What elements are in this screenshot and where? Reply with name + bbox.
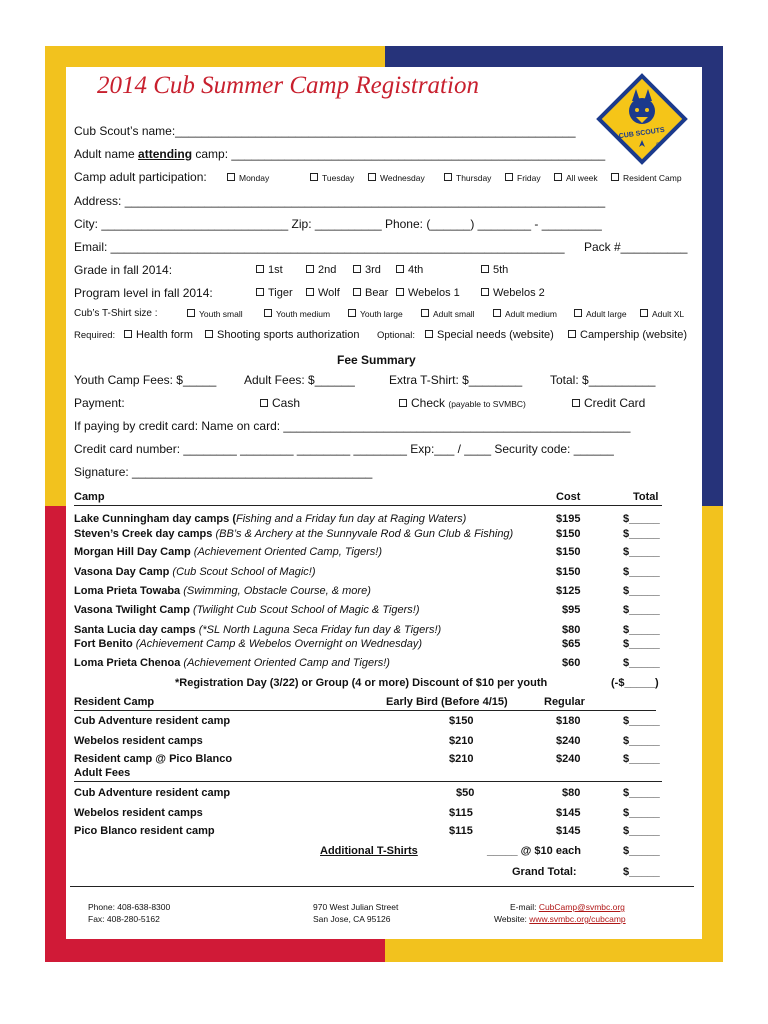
checkbox-icon [425, 330, 433, 338]
tshirt-adult-medium[interactable]: Adult medium [493, 309, 557, 319]
regular-price: $145 [556, 807, 581, 819]
early-price: $210 [449, 753, 474, 765]
payment-check[interactable]: Check (payable to SVMBC) [399, 396, 526, 410]
additional-tshirts-label: Additional T-Shirts [320, 845, 418, 857]
form-sheet [66, 67, 702, 939]
camp-total[interactable]: $_____ [623, 528, 660, 540]
checkbox-icon [256, 265, 264, 273]
checkbox-icon [396, 288, 404, 296]
adult-fee-row[interactable]: Pico Blanco resident camp [74, 825, 215, 837]
checkbox-icon [348, 309, 356, 317]
early-price: $150 [449, 715, 474, 727]
regular-price: $180 [556, 715, 581, 727]
checkbox-icon [310, 173, 318, 181]
camp-total[interactable]: $_____ [623, 566, 660, 578]
checkbox-icon [306, 288, 314, 296]
resident-camp-header: Resident Camp [74, 696, 155, 708]
participation-wednesday[interactable]: Wednesday [368, 173, 425, 183]
camp-row[interactable]: Morgan Hill Day Camp (Achievement Oriented Camp, Tigers!) [74, 546, 382, 558]
checkbox-icon [554, 173, 562, 181]
adult-fees-field[interactable]: Adult Fees: $______ [244, 373, 355, 387]
grade-1st[interactable]: 1st [256, 264, 283, 276]
grand-total-value[interactable]: $_____ [623, 866, 660, 878]
checkbox-icon [640, 309, 648, 317]
camp-total[interactable]: $_____ [623, 546, 660, 558]
participation-thursday[interactable]: Thursday [444, 173, 491, 183]
checkbox-icon [227, 173, 235, 181]
checkbox-icon [572, 399, 580, 407]
camp-row[interactable]: Vasona Twilight Camp (Twilight Cub Scout School of Magic & Tigers!) [74, 604, 420, 616]
adult-name-field[interactable] [74, 147, 605, 161]
footer-phone: Phone: 408-638-8300 [88, 902, 171, 912]
adult-fees-header: Adult Fees [74, 767, 131, 779]
website-link[interactable]: www.svmbc.org/cubcamp [529, 914, 626, 924]
checkbox-icon [568, 330, 576, 338]
camp-row[interactable]: Loma Prieta Chenoa (Achievement Oriented Camp and Tigers!) [74, 657, 390, 669]
camp-row[interactable]: Vasona Day Camp (Cub Scout School of Magic!) [74, 566, 316, 578]
checkbox-icon [353, 288, 361, 296]
optional-campership[interactable]: Campership (website) [568, 329, 687, 341]
footer-city: San Jose, CA 95126 [313, 914, 391, 924]
camp-row[interactable]: Lake Cunningham day camps (Fishing and a Friday fun day at Raging Waters) [74, 513, 467, 525]
pack-field[interactable]: Pack #__________ [584, 240, 688, 254]
scout-name-field[interactable]: Cub Scout’s name:____________________________________________________________ [74, 124, 576, 138]
footer-email: E-mail: CubCamp@svmbc.org [510, 902, 625, 912]
checkbox-icon [574, 309, 582, 317]
tshirt-youth-medium[interactable]: Youth medium [264, 309, 330, 319]
program-webelos-2[interactable]: Webelos 2 [481, 287, 545, 299]
tshirt-youth-small[interactable]: Youth small [187, 309, 243, 319]
cub-scouts-logo [596, 73, 688, 165]
camp-cost: $95 [562, 604, 581, 616]
grade-3rd[interactable]: 3rd [353, 264, 381, 276]
camp-cost: $150 [556, 546, 581, 558]
grand-total-label: Grand Total: [512, 866, 577, 878]
camp-header-rule [74, 505, 662, 506]
checkbox-icon [399, 399, 407, 407]
camp-total[interactable]: $_____ [623, 604, 660, 616]
adult-fee-total[interactable]: $_____ [623, 807, 660, 819]
signature-field[interactable]: Signature: ____________________________________ [74, 465, 373, 479]
checkbox-icon [481, 265, 489, 273]
logo-mark: ® [656, 143, 661, 149]
grade-4th[interactable]: 4th [396, 264, 423, 276]
resident-row[interactable]: Cub Adventure resident camp [74, 715, 231, 727]
participation-friday[interactable]: Friday [505, 173, 541, 183]
discount-text: *Registration Day (3/22) or Group (4 or more) Discount of $10 per youth [175, 677, 548, 689]
camp-cost: $60 [562, 657, 581, 669]
tshirt-adult-xl[interactable]: Adult XL [640, 309, 684, 319]
tshirt-adult-small[interactable]: Adult small [421, 309, 475, 319]
resident-header-rule [74, 710, 656, 711]
camp-cost: $150 [556, 528, 581, 540]
checkbox-icon [187, 309, 195, 317]
participation-monday[interactable]: Monday [227, 173, 269, 183]
camp-row[interactable]: Fort Benito (Achievement Camp & Webelos Overnight on Wednesday) [74, 638, 423, 650]
participation-all-week[interactable]: All week [554, 173, 598, 183]
tshirt-adult-large[interactable]: Adult large [574, 309, 627, 319]
tshirts-total[interactable]: $_____ [623, 845, 660, 857]
program-bear[interactable]: Bear [353, 287, 388, 299]
resident-row[interactable]: Webelos resident camps [74, 735, 203, 747]
checkbox-icon [493, 309, 501, 317]
camp-header: Camp [74, 491, 105, 503]
city-zip-phone-field[interactable]: City: ____________________________ Zip: __________ Phone: (______) ________ - _________ [74, 217, 602, 231]
camp-cost: $150 [556, 566, 581, 578]
payment-cash[interactable]: Cash [260, 396, 300, 410]
program-webelos-1[interactable]: Webelos 1 [396, 287, 460, 299]
program-wolf[interactable]: Wolf [306, 287, 340, 299]
grade-2nd[interactable]: 2nd [306, 264, 336, 276]
adult-fee-row[interactable]: Webelos resident camps [74, 807, 203, 819]
adult-name-pre: Adult name [74, 147, 139, 161]
required-health-form[interactable]: Health form [124, 329, 193, 341]
camp-total[interactable]: $_____ [623, 638, 660, 650]
participation-resident[interactable]: Resident Camp [611, 173, 682, 183]
card-number-field[interactable]: Credit card number: ________ ________ ________ ________ Exp:___ / ____ Security code: ______ [74, 442, 614, 456]
early-price: $115 [449, 825, 473, 837]
payment-label: Payment: [74, 396, 125, 410]
optional-label: Optional: [377, 330, 416, 341]
checkbox-icon [256, 288, 264, 296]
camp-total[interactable]: $_____ [623, 624, 660, 636]
regular-price: $80 [562, 787, 581, 799]
regular-header: Regular [544, 696, 585, 708]
discount-total[interactable]: (-$_____) [611, 677, 659, 689]
adult-name-post: camp: ________________________________________________________ [192, 147, 606, 161]
checkbox-icon [481, 288, 489, 296]
checkbox-icon [421, 309, 429, 317]
extra-tshirt-field[interactable]: Extra T-Shirt: $________ [389, 373, 523, 387]
participation-tuesday[interactable]: Tuesday [310, 173, 354, 183]
youth-fees-field[interactable]: Youth Camp Fees: $_____ [74, 373, 217, 387]
camp-row[interactable]: Steven’s Creek day camps (BB’s & Archery at the Sunnyvale Rod & Gun Club & Fishing) [74, 528, 514, 540]
grade-label: Grade in fall 2014: [74, 263, 173, 277]
required-shooting-sports[interactable]: Shooting sports authorization [205, 329, 359, 341]
camp-total[interactable]: $_____ [623, 657, 660, 669]
early-bird-header: Early Bird (Before 4/15) [386, 696, 508, 708]
total-header: Total [633, 491, 659, 503]
checkbox-icon [264, 309, 272, 317]
address-field[interactable]: Address: ________________________________________________________________________ [74, 194, 606, 208]
program-tiger[interactable]: Tiger [256, 287, 293, 299]
total-field[interactable]: Total: $__________ [550, 373, 656, 387]
checkbox-icon [368, 173, 376, 181]
early-price: $115 [449, 807, 473, 819]
footer-website: Website: www.svmbc.org/cubcamp [494, 914, 626, 924]
footer-fax: Fax: 408-280-5162 [88, 914, 160, 924]
footer-rule [70, 886, 694, 887]
checkbox-icon [611, 173, 619, 181]
fee-summary-heading: Fee Summary [337, 353, 416, 367]
logo-text: CUB SCOUTS [618, 126, 666, 141]
adult-fee-row[interactable]: Cub Adventure resident camp [74, 787, 231, 799]
card-name-field[interactable]: If paying by credit card: Name on card: ____________________________________________________ [74, 419, 631, 433]
camp-cost: $80 [562, 624, 581, 636]
footer-street: 970 West Julian Street [313, 902, 399, 912]
payment-credit-card[interactable]: Credit Card [572, 396, 645, 410]
camp-row[interactable]: Loma Prieta Towaba (Swimming, Obstacle Course, & more) [74, 585, 371, 597]
adult-participation-label: Camp adult participation: [74, 170, 207, 184]
camp-cost: $65 [562, 638, 581, 650]
camp-row[interactable]: Santa Lucia day camps (*SL North Laguna Seca Friday fun day & Tigers!) [74, 624, 442, 636]
early-price: $50 [456, 787, 475, 799]
regular-price: $240 [556, 753, 581, 765]
checkbox-icon [396, 265, 404, 273]
camp-cost: $125 [556, 585, 581, 597]
grade-5th[interactable]: 5th [481, 264, 508, 276]
checkbox-icon [205, 330, 213, 338]
camp-total[interactable]: $_____ [623, 585, 660, 597]
checkbox-icon [353, 265, 361, 273]
program-label: Program level in fall 2014: [74, 286, 213, 300]
checkbox-icon [260, 399, 268, 407]
early-price: $210 [449, 735, 474, 747]
adult-fee-total[interactable]: $_____ [623, 825, 660, 837]
checkbox-icon [124, 330, 132, 338]
checkbox-icon [444, 173, 452, 181]
camp-total[interactable]: $_____ [623, 513, 660, 525]
optional-special-needs[interactable]: Special needs (website) [425, 329, 554, 341]
adult-fee-total[interactable]: $_____ [623, 787, 660, 799]
checkbox-icon [306, 265, 314, 273]
regular-price: $240 [556, 735, 581, 747]
cost-header: Cost [556, 491, 581, 503]
email-field[interactable]: Email: ____________________________________________________________________ [74, 240, 565, 254]
adult-name-bold: attending [138, 147, 193, 161]
camp-cost: $195 [556, 513, 581, 525]
resident-row[interactable]: Resident camp @ Pico Blanco [74, 753, 233, 765]
tshirts-qty[interactable]: _____ @ $10 each [487, 845, 581, 857]
resident-total[interactable]: $_____ [623, 715, 660, 727]
resident-total[interactable]: $_____ [623, 753, 660, 765]
checkbox-icon [505, 173, 513, 181]
required-label: Required: [74, 330, 116, 341]
email-link[interactable]: CubCamp@svmbc.org [538, 902, 625, 912]
tshirt-youth-large[interactable]: Youth large [348, 309, 403, 319]
adult-fees-rule [74, 781, 662, 782]
regular-price: $145 [556, 825, 581, 837]
page-title: 2014 Cub Summer Camp Registration [97, 72, 479, 99]
resident-total[interactable]: $_____ [623, 735, 660, 747]
tshirt-label: Cub’s T-Shirt size : [74, 308, 158, 319]
